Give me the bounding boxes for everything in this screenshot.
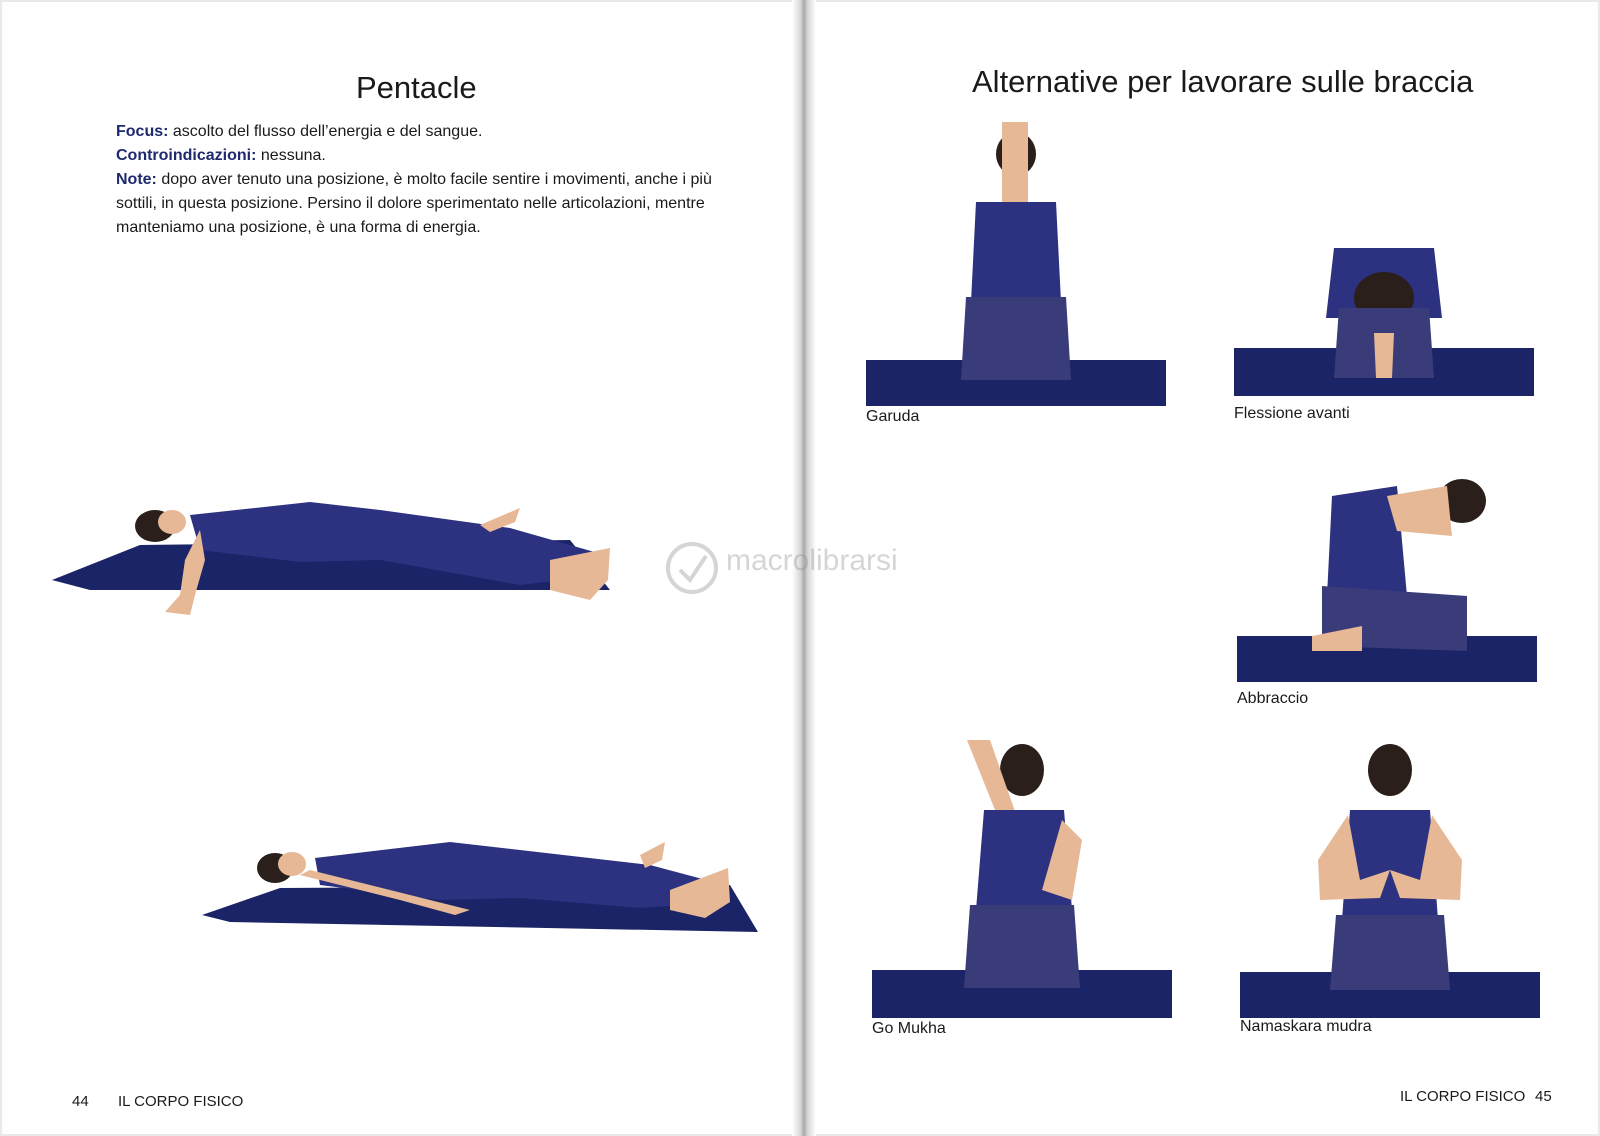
garuda-photo — [866, 122, 1166, 408]
go-mukha-photo — [872, 740, 1172, 1018]
page-title-pentacle: Pentacle — [356, 70, 477, 105]
flessione-avanti-figure — [1234, 238, 1534, 398]
caption-flessione-avanti: Flessione avanti — [1234, 405, 1350, 422]
abbraccio-figure — [1237, 476, 1537, 682]
right-folio-title: IL CORPO FISICO — [1400, 1088, 1526, 1105]
namaskara-mudra-photo — [1240, 740, 1540, 1018]
garuda-figure — [866, 122, 1166, 408]
flessione-avanti-photo — [1234, 238, 1534, 398]
pentacle-figure-1 — [50, 500, 620, 630]
namaskara-mudra-figure — [1240, 740, 1540, 1018]
note-label: Note: — [116, 171, 157, 188]
pentacle-photo-arms-side — [200, 840, 760, 940]
pose-description — [116, 120, 716, 240]
contraindications-text: nessuna. — [260, 147, 326, 164]
contraindications-label: Controindicazioni: — [116, 147, 257, 164]
watermark-logo-icon — [664, 540, 720, 596]
caption-namaskara-mudra: Namaskara mudra — [1240, 1018, 1372, 1035]
note-line — [116, 168, 716, 240]
focus-line — [116, 120, 716, 144]
abbraccio-photo — [1237, 476, 1537, 682]
contraindications-line — [116, 144, 716, 168]
focus-label: Focus: — [116, 123, 169, 140]
right-folio-number: 45 — [1535, 1088, 1552, 1105]
left-folio-title: IL CORPO FISICO — [118, 1093, 244, 1110]
page-title-alternatives: Alternative per lavorare sulle braccia — [972, 64, 1474, 99]
macrolibrarsi-watermark — [664, 540, 944, 596]
caption-go-mukha: Go Mukha — [872, 1020, 946, 1037]
caption-abbraccio: Abbraccio — [1237, 690, 1309, 707]
left-folio-number: 44 — [72, 1093, 89, 1110]
watermark-text: macrolibrarsi — [726, 544, 898, 577]
focus-text: ascolto del flusso dell’energia e del sangue. — [172, 123, 483, 140]
go-mukha-figure — [872, 740, 1172, 1018]
caption-garuda: Garuda — [866, 408, 920, 425]
pentacle-figure-2 — [200, 840, 760, 940]
note-text: dopo aver tenuto una posizione, è molto facile sentire i movimenti, anche i più sottili, in questa posizione. Persino il dolore sperimentato nelle articolazioni, mentre manteniamo una posizione, è una forma di energia. — [116, 171, 712, 236]
pentacle-photo-arms-out — [50, 500, 620, 630]
